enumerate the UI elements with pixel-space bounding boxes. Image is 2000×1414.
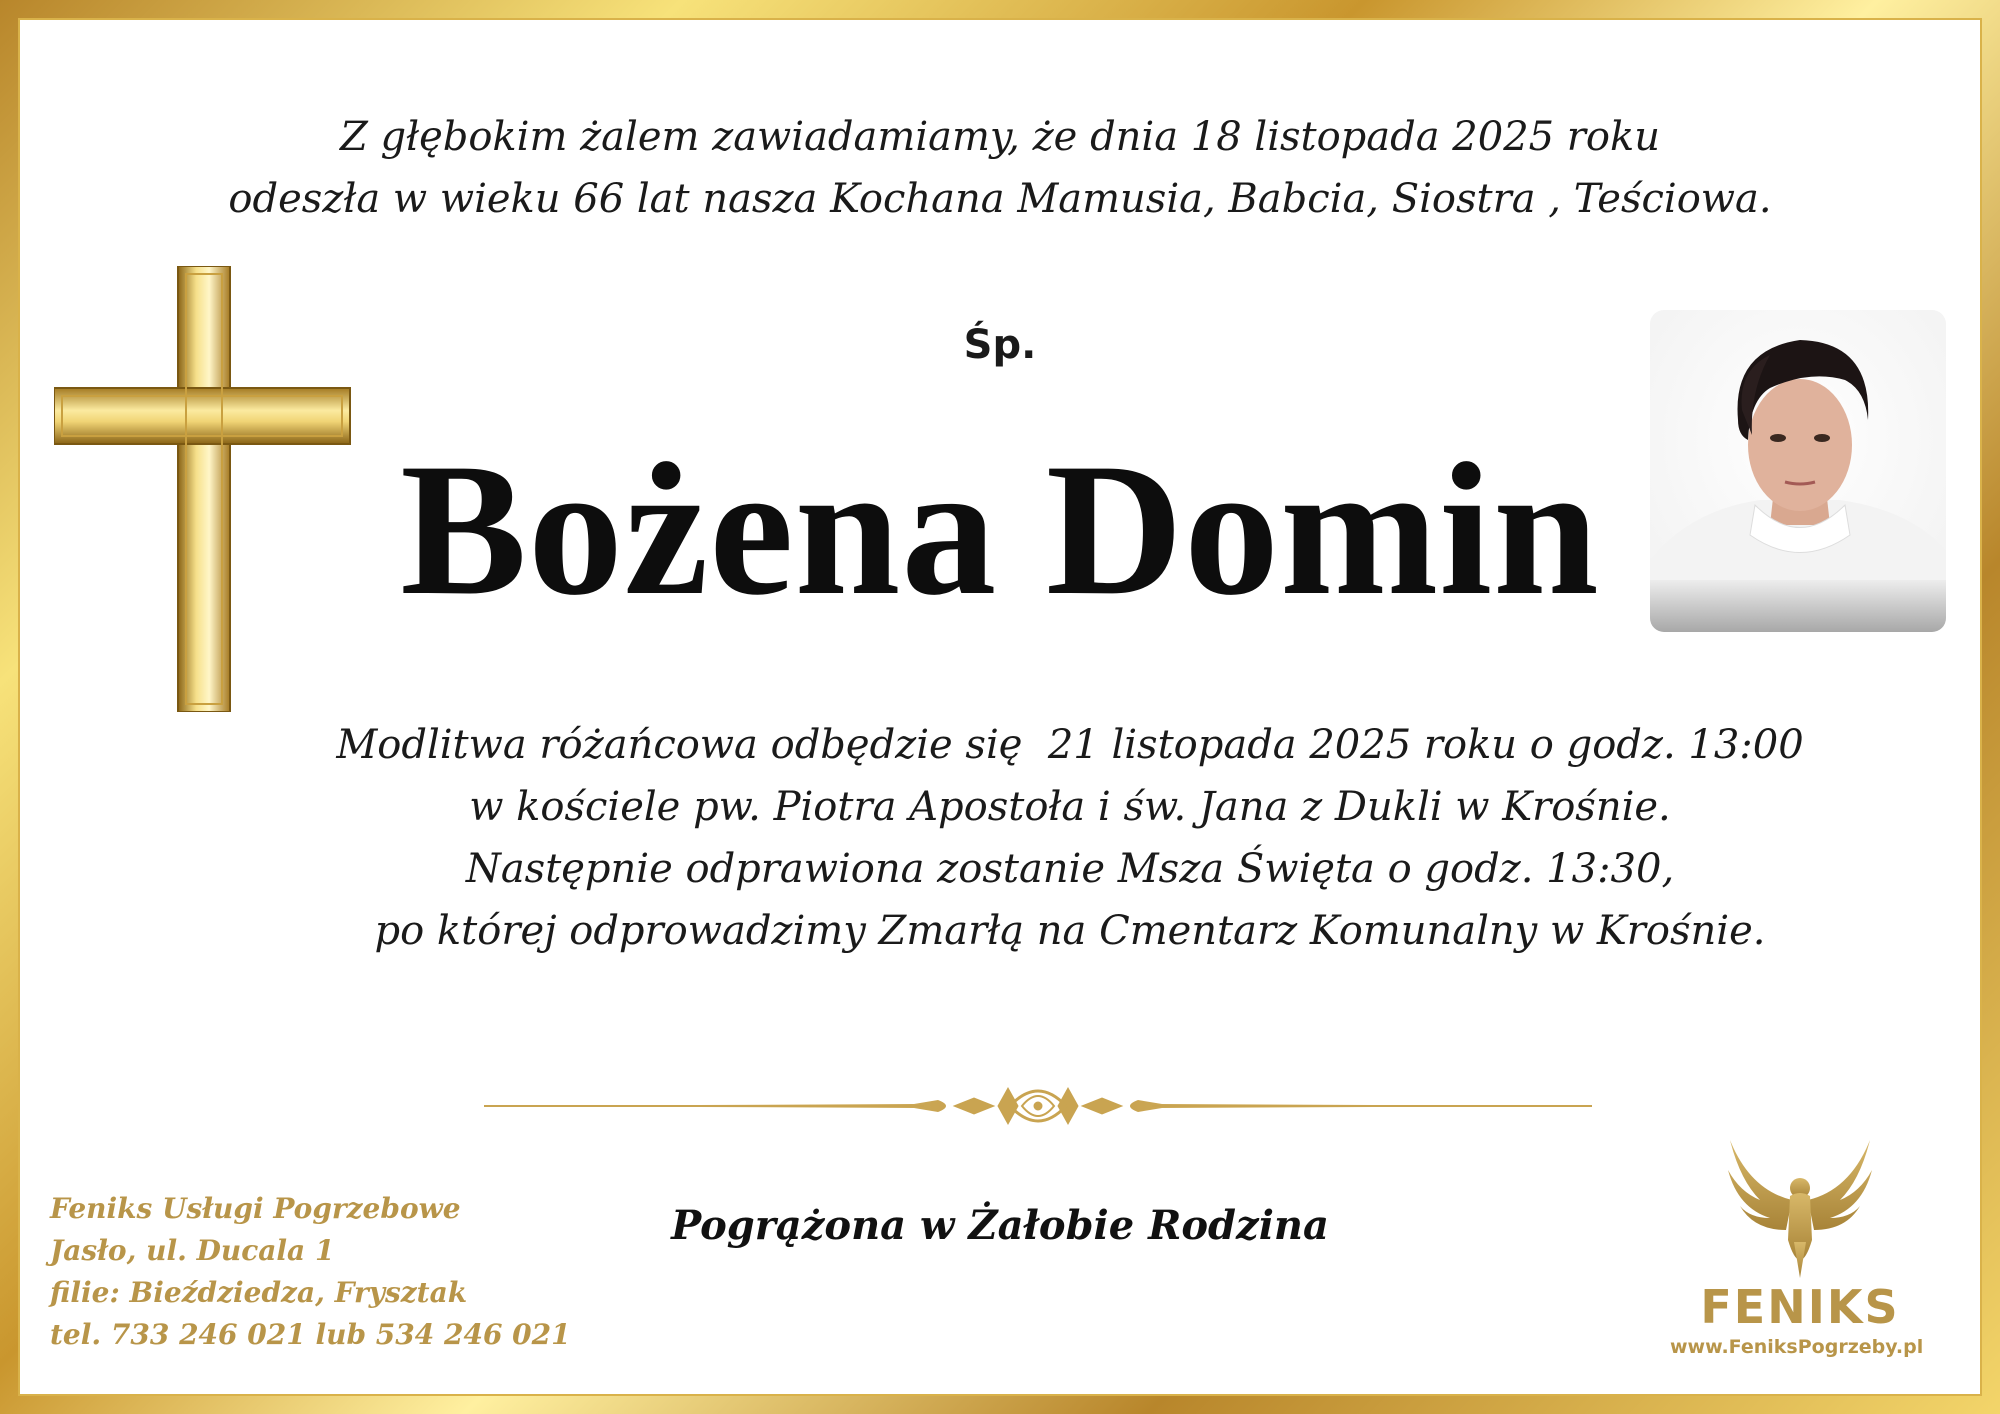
intro-line-1: Z głębokim żalem zawiadamiamy, że dnia 18 listopada 2025 roku (339, 114, 1661, 160)
logo-wordmark: FENIKS (1700, 1280, 1900, 1334)
ceremony-line-3: Następnie odprawiona zostanie Msza Święta o godz. 13:30, (465, 846, 1675, 892)
ceremony-line-1: Modlitwa różańcowa odbędzie się 21 listopada 2025 roku o godz. 13:00 (336, 722, 1804, 768)
deceased-name: Bożena Domin (400, 425, 1600, 635)
ceremony-text (190, 714, 1950, 962)
company-name: Feniks Usługi Pogrzebowe (50, 1192, 461, 1225)
ceremony-line-4: po której odprowadzimy Zmarłą na Cmentarz Komunalny w Krośnie. (374, 908, 1766, 954)
company-address: Jasło, ul. Ducala 1 (50, 1234, 335, 1267)
company-info (50, 1188, 571, 1356)
logo-url: www.FeniksPogrzeby.pl (1670, 1336, 1924, 1358)
ceremony-line-2: w kościele pw. Piotra Apostoła i św. Jana z Dukli w Krośnie. (469, 784, 1671, 830)
intro-line-2: odeszła w wieku 66 lat nasza Kochana Mamusia, Babcia, Siostra , Teściowa. (228, 176, 1772, 222)
honorific: Śp. (963, 322, 1037, 368)
company-phone: tel. 733 246 021 lub 534 246 021 (50, 1318, 571, 1351)
phoenix-logo-icon (1710, 1130, 1890, 1280)
company-branches: filie: Bieździedza, Frysztak (50, 1276, 468, 1309)
intro-text (0, 106, 2000, 230)
gold-divider-ornament (484, 1076, 1592, 1136)
portrait-photo (1650, 310, 1946, 632)
family-signature: Pogrążona w Żałobie Rodzina (671, 1202, 1329, 1249)
feniks-logo (1670, 1130, 1924, 1358)
